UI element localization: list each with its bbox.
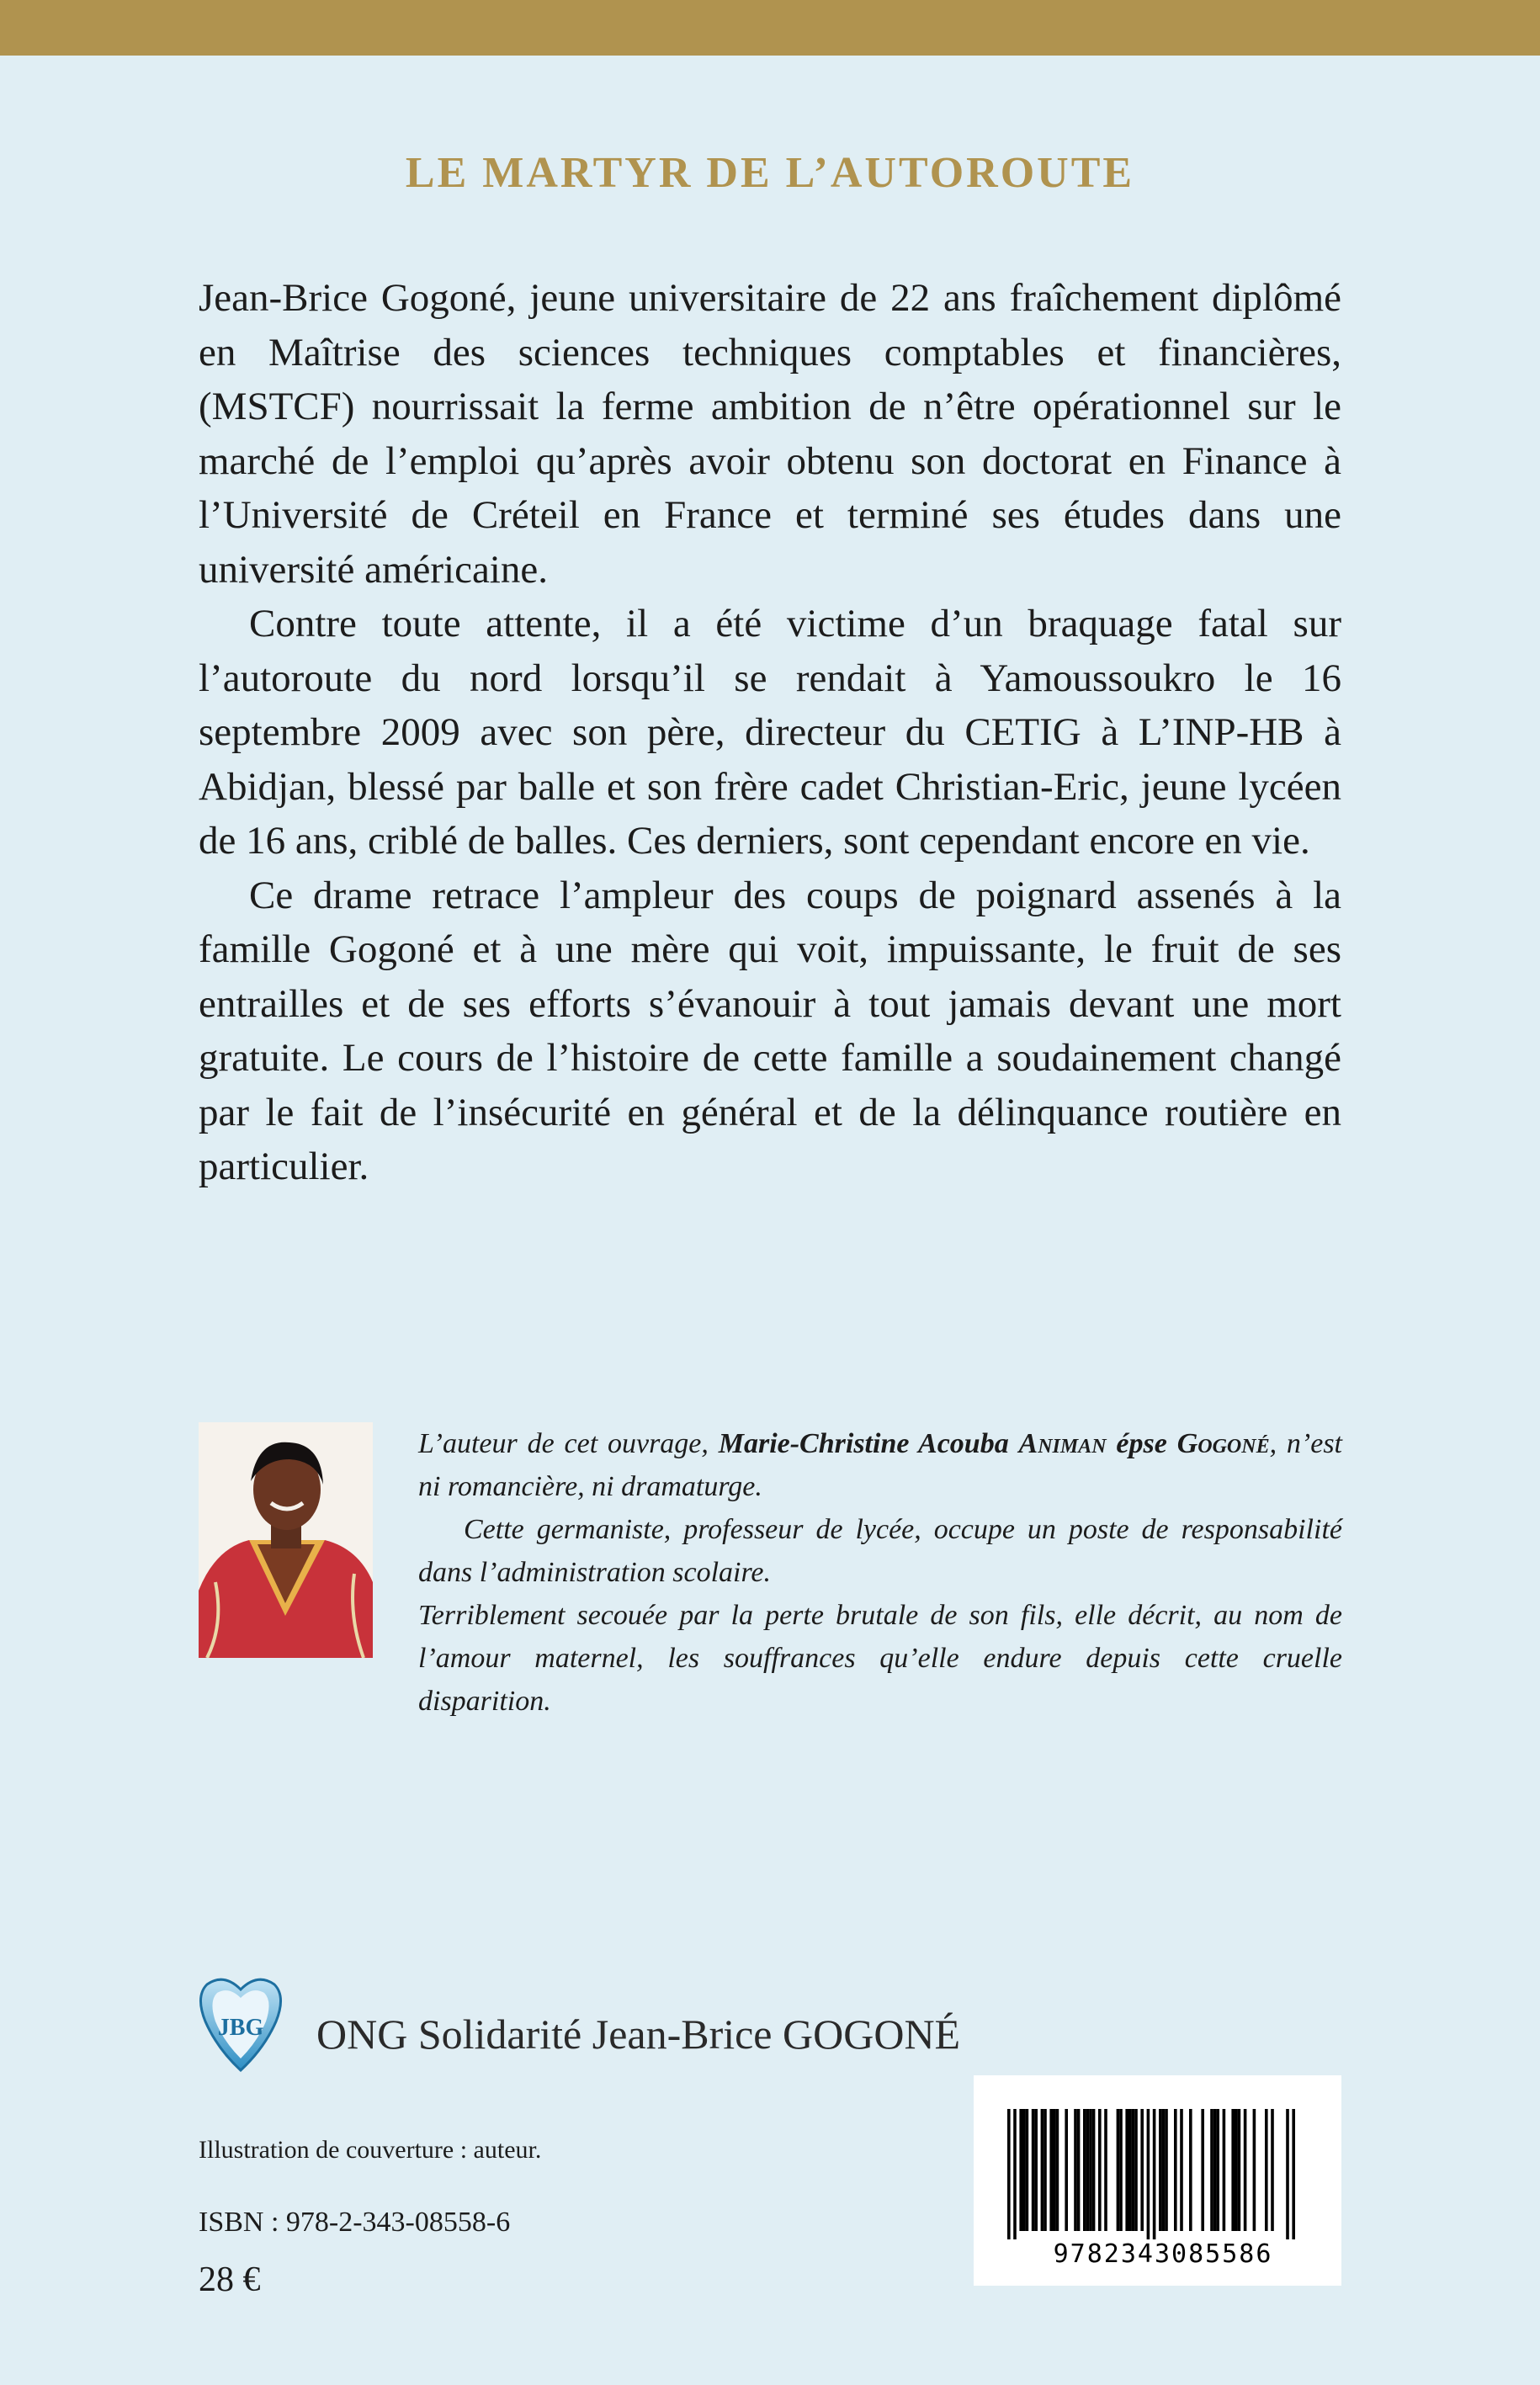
barcode-bar (1083, 2109, 1086, 2231)
barcode-bar (1053, 2109, 1056, 2231)
barcode-bar (1238, 2109, 1241, 2231)
bio-intro-prefix: L’auteur de cet ouvrage, (418, 1428, 719, 1459)
book-title: LE MARTYR DE L’AUTOROUTE (405, 149, 1135, 197)
barcode-bar (1140, 2109, 1144, 2231)
barcode-bar (1235, 2109, 1238, 2231)
barcode-bar (1032, 2109, 1035, 2231)
barcode-bar (1162, 2109, 1166, 2231)
barcode-bar (1147, 2109, 1150, 2239)
barcode-bar (1271, 2109, 1274, 2231)
synopsis (199, 271, 1341, 1194)
barcode-bar (1098, 2109, 1102, 2231)
author-photo (199, 1422, 373, 1658)
cover-illustration-credit: Illustration de couverture : auteur. (199, 2136, 542, 2164)
barcode-bars (1007, 2109, 1295, 2239)
barcode-bar (1104, 2109, 1107, 2231)
bio-line-2: Cette germaniste, professeur de lycée, occupe un poste de responsabilité dans l’administration scolaire. (418, 1514, 1342, 1588)
author-maiden-name: Animan (1018, 1428, 1107, 1459)
barcode-bar (1174, 2109, 1177, 2231)
author-portrait-image (199, 1422, 373, 1658)
bio-intro (418, 1422, 1342, 1508)
barcode-bar (1153, 2109, 1156, 2239)
isbn: ISBN : 978-2-343-08558-6 (199, 2207, 511, 2238)
barcode-bar (1231, 2109, 1235, 2231)
logo-initials: JBG (217, 2015, 264, 2041)
synopsis-paragraph-2: Contre toute attente, il a été victime d’un braquage fatal sur l’autoroute du nord lorsqu’il se rendait à Yamoussoukro le 16 septembre 2009 avec son père, directeur du CETIG à L’INP-HB à Abidjan, blessé par balle et son frère cadet Christian-Eric, jeune lycéen de 16 ans, criblé de balles. Ces derniers, sont cependant encore en vie. (199, 602, 1341, 863)
barcode-bar (1292, 2109, 1295, 2239)
barcode-bar (1213, 2109, 1217, 2231)
barcode-bar (1089, 2109, 1092, 2231)
barcode-bar (1134, 2109, 1138, 2231)
barcode-bar (1019, 2109, 1022, 2231)
top-gold-band (0, 0, 1540, 56)
barcode-bar (1244, 2109, 1247, 2231)
bio-line-3: Terriblement secouée par la perte brutale de son fils, elle décrit, au nom de l’amour maternel, les souffrances qu’elle endure depuis cette cruelle disparition. (418, 1600, 1342, 1717)
barcode-bar (1092, 2109, 1096, 2231)
barcode-bar (1034, 2109, 1038, 2231)
barcode-bar (1022, 2109, 1026, 2231)
barcode-bar (1065, 2109, 1068, 2231)
barcode-bar (1049, 2109, 1053, 2231)
author-epse: épse (1116, 1428, 1167, 1459)
price: 28 € (199, 2260, 261, 2299)
barcode-digits: 9782343085586 (1053, 2239, 1273, 2269)
barcode-bar (1117, 2109, 1120, 2231)
heart-shield-logo-icon (199, 1976, 283, 2074)
barcode-bar (1077, 2109, 1081, 2231)
bio-intro-suffix: , n’est ni romancière, ni dramaturge. (418, 1428, 1343, 1502)
author-first-names: Marie-Christine Acouba (718, 1428, 1009, 1459)
barcode-bar (1026, 2109, 1029, 2231)
barcode-bar (1128, 2109, 1132, 2231)
barcode-bar (1013, 2109, 1017, 2239)
barcode-bar (1201, 2109, 1204, 2231)
barcode-bar (1007, 2109, 1011, 2239)
barcode-bar (1132, 2109, 1135, 2231)
barcode-bar (1056, 2109, 1059, 2231)
barcode-bar (1074, 2109, 1077, 2231)
barcode-bar (1041, 2109, 1044, 2231)
barcode-bar (1180, 2109, 1183, 2231)
barcode-bar (1265, 2109, 1268, 2231)
synopsis-paragraph-1: Jean-Brice Gogoné, jeune universitaire de 22 ans fraîchement diplômé en Maîtrise des sciences techniques comptables et financières, (MSTCF) nourrissait la ferme ambition de n’être opérationnel sur le marché de l’emploi qu’après avoir obtenu son doctorat en Finance à l’Université de Créteil en France et terminé ses études dans une université américaine. (199, 276, 1341, 592)
barcode-bar (1086, 2109, 1090, 2231)
barcode-bar (1253, 2109, 1256, 2231)
barcode (974, 2075, 1341, 2286)
author-married-name: Gogoné (1176, 1428, 1270, 1459)
barcode-image (974, 2075, 1341, 2286)
ong-label: ONG Solidarité Jean-Brice GOGONÉ (316, 2011, 961, 2058)
barcode-bar (1165, 2109, 1168, 2231)
ong-logo (199, 1976, 283, 2074)
barcode-bar (1223, 2109, 1226, 2231)
author-name (719, 1428, 1270, 1459)
author-bio (418, 1422, 1342, 1723)
barcode-bar (1159, 2109, 1162, 2231)
barcode-bar (1286, 2109, 1289, 2239)
barcode-bar (1189, 2109, 1192, 2231)
synopsis-paragraph-3: Ce drame retrace l’ampleur des coups de poignard assenés à la famille Gogoné et à une mère qui voit, impuissante, le fruit de ses entrailles et de ses efforts s’évanouir à tout jamais devant une mort gratuite. Le cours de l’histoire de cette famille a soudainement changé par le fait de l’insécurité en général et de la délinquance routière en particulier. (199, 873, 1341, 1188)
barcode-bar (1216, 2109, 1219, 2231)
barcode-bar (1119, 2109, 1123, 2231)
barcode-bar (1210, 2109, 1213, 2231)
barcode-bar (1125, 2109, 1128, 2231)
barcode-bar (1043, 2109, 1047, 2231)
